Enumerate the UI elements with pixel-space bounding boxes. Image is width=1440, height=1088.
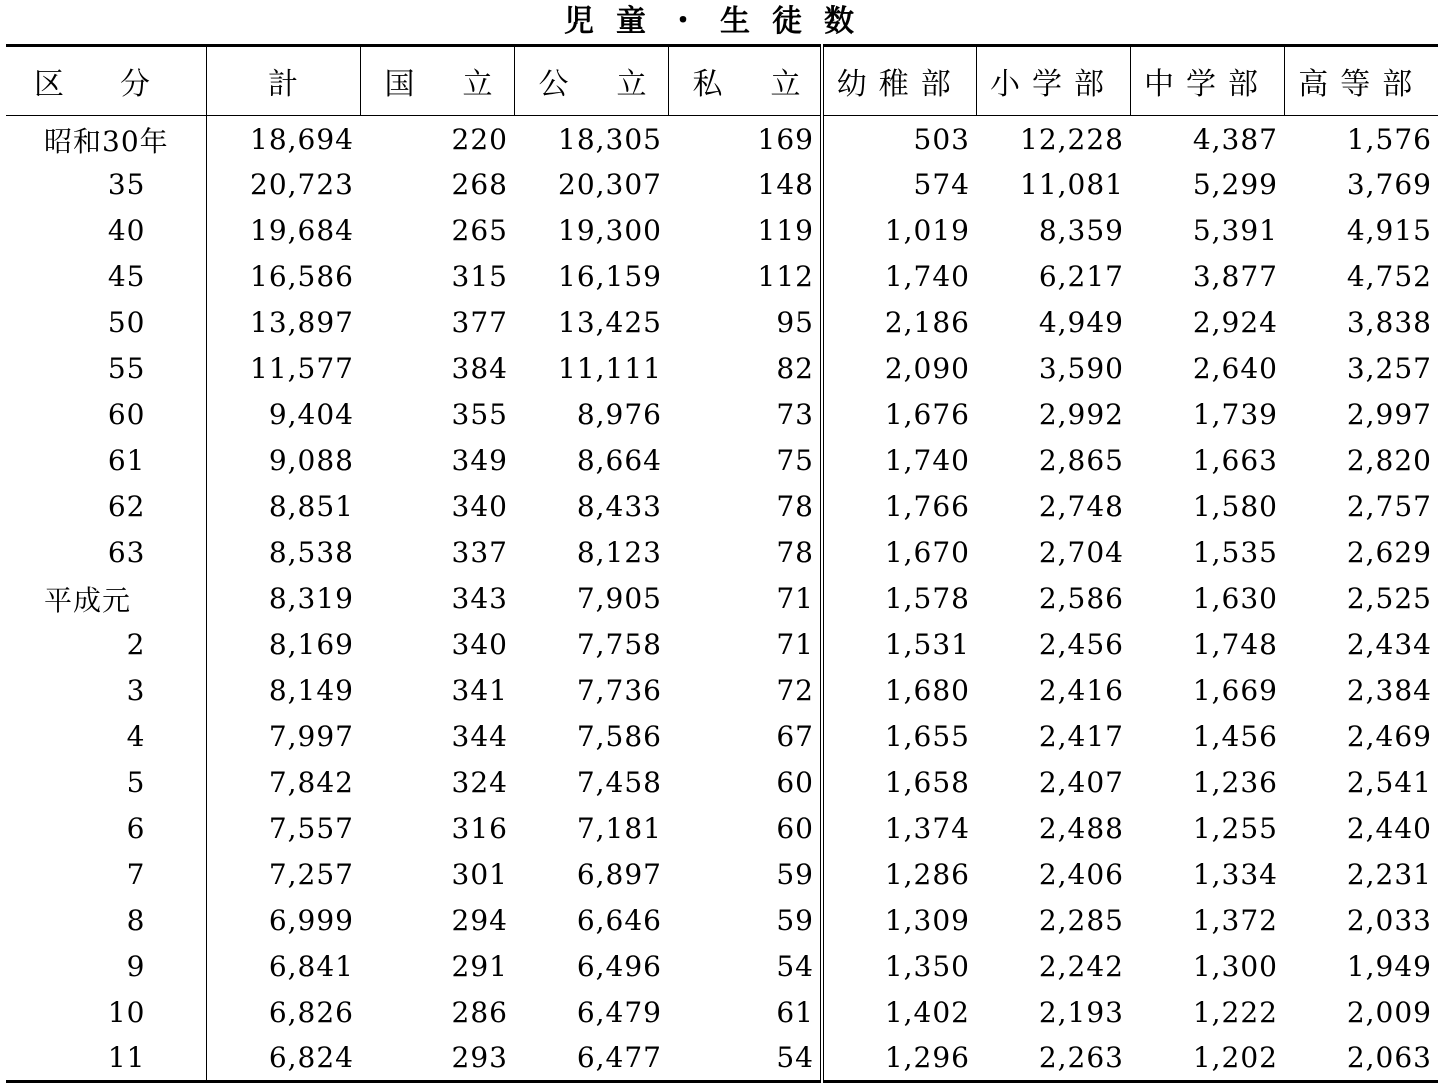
- cell-total: 7,257: [268, 858, 354, 891]
- cell-elementary: 2,488: [1038, 812, 1124, 845]
- cell-kindergarten: 1,019: [822, 208, 976, 254]
- cell-total: 7,842: [268, 766, 354, 799]
- table-row: [6, 990, 1438, 1036]
- row-label: 5: [6, 760, 206, 806]
- cell-private: 112: [757, 260, 814, 293]
- table-row: [6, 852, 1438, 898]
- cell-national: 377: [451, 306, 508, 339]
- row-label: 10: [6, 990, 206, 1036]
- cell-elementary: 2,242: [1038, 950, 1124, 983]
- cell-national: 220: [451, 123, 508, 157]
- cell-national: 355: [451, 398, 508, 431]
- cell-private: 59: [776, 904, 814, 937]
- cell-private: 71: [776, 582, 814, 615]
- cell-elementary: 6,217: [1038, 260, 1124, 293]
- cell-total: 19,684: [250, 214, 354, 247]
- table-row: [6, 346, 1438, 392]
- cell-kindergarten: 1,676: [822, 392, 976, 438]
- cell-total: 8,169: [268, 628, 354, 661]
- cell-total: 18,694: [250, 123, 354, 157]
- row-label: 11: [6, 1036, 206, 1082]
- cell-junior-high: 1,748: [1192, 628, 1278, 661]
- cell-public: 13,425: [558, 306, 662, 339]
- cell-national: 340: [451, 490, 508, 523]
- table-header-row: [6, 46, 1438, 116]
- cell-national: 294: [451, 904, 508, 937]
- cell-elementary: 2,456: [1038, 628, 1124, 661]
- row-label: 8: [6, 898, 206, 944]
- cell-public: 8,976: [576, 398, 662, 431]
- cell-national: 301: [451, 858, 508, 891]
- table-row: [6, 1036, 1438, 1082]
- cell-national: 291: [451, 950, 508, 983]
- table-row: [6, 760, 1438, 806]
- cell-high: 3,257: [1346, 352, 1432, 385]
- cell-elementary: 8,359: [1038, 214, 1124, 247]
- table-row: [6, 622, 1438, 668]
- cell-junior-high: 3,877: [1192, 260, 1278, 293]
- cell-junior-high: 2,640: [1192, 352, 1278, 385]
- cell-junior-high: 1,739: [1192, 398, 1278, 431]
- cell-elementary: 2,406: [1038, 858, 1124, 891]
- header-private: 私立: [668, 46, 822, 116]
- cell-national: 324: [451, 766, 508, 799]
- cell-private: 119: [757, 214, 814, 247]
- table-row: [6, 530, 1438, 576]
- table-body: [6, 116, 1438, 1082]
- cell-elementary: 2,417: [1038, 720, 1124, 753]
- row-label: 3: [6, 668, 206, 714]
- cell-total: 11,577: [250, 352, 354, 385]
- cell-private: 54: [668, 1036, 822, 1082]
- cell-national: 344: [451, 720, 508, 753]
- row-label: 45: [6, 254, 206, 300]
- cell-junior-high: 1,202: [1130, 1036, 1284, 1082]
- cell-national: 343: [451, 582, 508, 615]
- cell-high: 2,434: [1346, 628, 1432, 661]
- cell-total: 7,997: [268, 720, 354, 753]
- header-high: 高等部: [1284, 46, 1438, 116]
- row-label: 平成元: [6, 576, 206, 622]
- table-row: [6, 714, 1438, 760]
- row-label: 60: [6, 392, 206, 438]
- cell-total: 20,723: [250, 168, 354, 201]
- header-junior-high: 中学部: [1130, 46, 1284, 116]
- cell-private: 73: [776, 398, 814, 431]
- cell-high: 1,576: [1346, 123, 1432, 157]
- cell-national: 340: [451, 628, 508, 661]
- cell-elementary: 2,865: [1038, 444, 1124, 477]
- cell-national: 337: [451, 536, 508, 569]
- cell-kindergarten: 1,670: [822, 530, 976, 576]
- row-label: 4: [6, 714, 206, 760]
- cell-national: 384: [451, 352, 508, 385]
- student-count-table: [6, 44, 1438, 1083]
- cell-private: 54: [776, 950, 814, 983]
- cell-junior-high: 1,222: [1192, 996, 1278, 1029]
- cell-elementary: 2,992: [1038, 398, 1124, 431]
- cell-high: 4,915: [1346, 214, 1432, 247]
- cell-national: 268: [451, 168, 508, 201]
- cell-junior-high: 5,391: [1192, 214, 1278, 247]
- cell-high: 2,009: [1346, 996, 1432, 1029]
- cell-private: 60: [776, 766, 814, 799]
- row-label: 6: [6, 806, 206, 852]
- cell-kindergarten: 2,090: [822, 346, 976, 392]
- cell-kindergarten: 1,350: [822, 944, 976, 990]
- cell-private: 59: [776, 858, 814, 891]
- cell-private: 67: [776, 720, 814, 753]
- header-kindergarten: 幼稚部: [822, 46, 976, 116]
- cell-national: 286: [451, 996, 508, 1029]
- cell-high: 4,752: [1346, 260, 1432, 293]
- cell-elementary: 2,263: [976, 1036, 1130, 1082]
- cell-junior-high: 1,630: [1192, 582, 1278, 615]
- cell-total: 6,826: [268, 996, 354, 1029]
- cell-kindergarten: 1,658: [822, 760, 976, 806]
- table-row: [6, 116, 1438, 162]
- cell-private: 78: [776, 490, 814, 523]
- cell-elementary: 4,949: [1038, 306, 1124, 339]
- cell-public: 7,458: [576, 766, 662, 799]
- cell-public: 11,111: [558, 352, 662, 385]
- cell-high: 2,440: [1346, 812, 1432, 845]
- cell-kindergarten: 1,374: [822, 806, 976, 852]
- cell-kindergarten: 1,309: [822, 898, 976, 944]
- cell-kindergarten: 1,286: [822, 852, 976, 898]
- row-label: 62: [6, 484, 206, 530]
- cell-total: 9,404: [268, 398, 354, 431]
- cell-elementary: 2,704: [1038, 536, 1124, 569]
- row-label: 35: [6, 162, 206, 208]
- row-label: 9: [6, 944, 206, 990]
- header-public: 公立: [514, 46, 668, 116]
- cell-total: 9,088: [268, 444, 354, 477]
- cell-kindergarten: 1,740: [822, 254, 976, 300]
- cell-total: 8,851: [268, 490, 354, 523]
- cell-high: 2,541: [1346, 766, 1432, 799]
- row-label: 61: [6, 438, 206, 484]
- cell-elementary: 2,748: [1038, 490, 1124, 523]
- cell-total: 6,999: [268, 904, 354, 937]
- table-row: [6, 806, 1438, 852]
- cell-public: 7,586: [576, 720, 662, 753]
- cell-public: 6,897: [576, 858, 662, 891]
- row-label: 2: [6, 622, 206, 668]
- cell-total: 13,897: [250, 306, 354, 339]
- cell-kindergarten: 1,531: [822, 622, 976, 668]
- cell-junior-high: 1,334: [1192, 858, 1278, 891]
- table-row: [6, 254, 1438, 300]
- cell-total: 8,538: [268, 536, 354, 569]
- cell-high: 2,033: [1346, 904, 1432, 937]
- cell-elementary: 3,590: [1038, 352, 1124, 385]
- cell-total: 16,586: [250, 260, 354, 293]
- cell-total: 6,824: [206, 1036, 360, 1082]
- header-total: 計: [206, 46, 360, 116]
- cell-kindergarten: 1,296: [822, 1036, 976, 1082]
- cell-high: 2,063: [1284, 1036, 1438, 1082]
- cell-elementary: 2,586: [1038, 582, 1124, 615]
- cell-public: 19,300: [558, 214, 662, 247]
- row-label: 63: [6, 530, 206, 576]
- cell-junior-high: 1,669: [1192, 674, 1278, 707]
- cell-junior-high: 1,236: [1192, 766, 1278, 799]
- cell-elementary: 11,081: [1020, 168, 1124, 201]
- cell-junior-high: 1,300: [1192, 950, 1278, 983]
- header-category: 区分: [6, 46, 206, 116]
- cell-national: 293: [360, 1036, 514, 1082]
- row-label: 7: [6, 852, 206, 898]
- cell-high: 2,757: [1346, 490, 1432, 523]
- cell-private: 71: [776, 628, 814, 661]
- cell-public: 6,479: [576, 996, 662, 1029]
- cell-high: 3,769: [1346, 168, 1432, 201]
- cell-kindergarten: 1,740: [822, 438, 976, 484]
- cell-national: 316: [451, 812, 508, 845]
- table-row: [6, 300, 1438, 346]
- cell-public: 6,477: [514, 1036, 668, 1082]
- cell-public: 7,181: [576, 812, 662, 845]
- cell-total: 7,557: [268, 812, 354, 845]
- cell-high: 2,231: [1346, 858, 1432, 891]
- cell-elementary: 2,416: [1038, 674, 1124, 707]
- cell-junior-high: 1,663: [1192, 444, 1278, 477]
- row-label: 昭和30年: [6, 116, 206, 162]
- cell-public: 8,433: [576, 490, 662, 523]
- cell-total: 8,319: [268, 582, 354, 615]
- cell-kindergarten: 574: [822, 162, 976, 208]
- cell-high: 2,525: [1346, 582, 1432, 615]
- cell-private: 148: [757, 168, 814, 201]
- cell-kindergarten: 2,186: [822, 300, 976, 346]
- cell-private: 78: [776, 536, 814, 569]
- cell-elementary: 2,193: [1038, 996, 1124, 1029]
- cell-total: 6,841: [268, 950, 354, 983]
- cell-junior-high: 1,580: [1192, 490, 1278, 523]
- cell-public: 7,758: [576, 628, 662, 661]
- table-row: [6, 668, 1438, 714]
- table-row: [6, 392, 1438, 438]
- table-row: [6, 484, 1438, 530]
- cell-public: 6,496: [576, 950, 662, 983]
- table-row: [6, 438, 1438, 484]
- row-label: 55: [6, 346, 206, 392]
- table-row: [6, 576, 1438, 622]
- cell-national: 315: [451, 260, 508, 293]
- cell-kindergarten: 503: [822, 116, 976, 162]
- cell-high: 2,629: [1346, 536, 1432, 569]
- cell-national: 341: [451, 674, 508, 707]
- cell-junior-high: 1,456: [1192, 720, 1278, 753]
- cell-high: 2,384: [1346, 674, 1432, 707]
- cell-junior-high: 1,535: [1192, 536, 1278, 569]
- cell-kindergarten: 1,680: [822, 668, 976, 714]
- cell-high: 3,838: [1346, 306, 1432, 339]
- cell-national: 349: [451, 444, 508, 477]
- cell-kindergarten: 1,766: [822, 484, 976, 530]
- cell-high: 2,820: [1346, 444, 1432, 477]
- cell-kindergarten: 1,655: [822, 714, 976, 760]
- header-national: 国立: [360, 46, 514, 116]
- table-row: [6, 208, 1438, 254]
- table-row: [6, 898, 1438, 944]
- header-elementary: 小学部: [976, 46, 1130, 116]
- cell-high: 1,949: [1346, 950, 1432, 983]
- cell-private: 61: [776, 996, 814, 1029]
- cell-private: 72: [776, 674, 814, 707]
- cell-private: 169: [757, 123, 814, 157]
- cell-elementary: 12,228: [1020, 123, 1124, 157]
- cell-junior-high: 5,299: [1192, 168, 1278, 201]
- cell-public: 16,159: [558, 260, 662, 293]
- page-title: 児童・生徒数: [564, 4, 876, 39]
- cell-kindergarten: 1,578: [822, 576, 976, 622]
- row-label: 40: [6, 208, 206, 254]
- cell-elementary: 2,407: [1038, 766, 1124, 799]
- cell-high: 2,997: [1346, 398, 1432, 431]
- cell-private: 82: [776, 352, 814, 385]
- cell-elementary: 2,285: [1038, 904, 1124, 937]
- cell-public: 18,305: [558, 123, 662, 157]
- cell-private: 60: [776, 812, 814, 845]
- cell-high: 2,469: [1346, 720, 1432, 753]
- cell-junior-high: 4,387: [1192, 123, 1278, 157]
- cell-private: 95: [776, 306, 814, 339]
- table-row: [6, 944, 1438, 990]
- cell-kindergarten: 1,402: [822, 990, 976, 1036]
- cell-total: 8,149: [268, 674, 354, 707]
- cell-public: 7,736: [576, 674, 662, 707]
- table-row: [6, 162, 1438, 208]
- cell-national: 265: [451, 214, 508, 247]
- cell-junior-high: 1,372: [1192, 904, 1278, 937]
- cell-public: 20,307: [558, 168, 662, 201]
- cell-public: 6,646: [576, 904, 662, 937]
- cell-public: 8,664: [576, 444, 662, 477]
- row-label: 50: [6, 300, 206, 346]
- cell-public: 7,905: [576, 582, 662, 615]
- cell-private: 75: [776, 444, 814, 477]
- cell-junior-high: 1,255: [1192, 812, 1278, 845]
- cell-junior-high: 2,924: [1192, 306, 1278, 339]
- cell-public: 8,123: [576, 536, 662, 569]
